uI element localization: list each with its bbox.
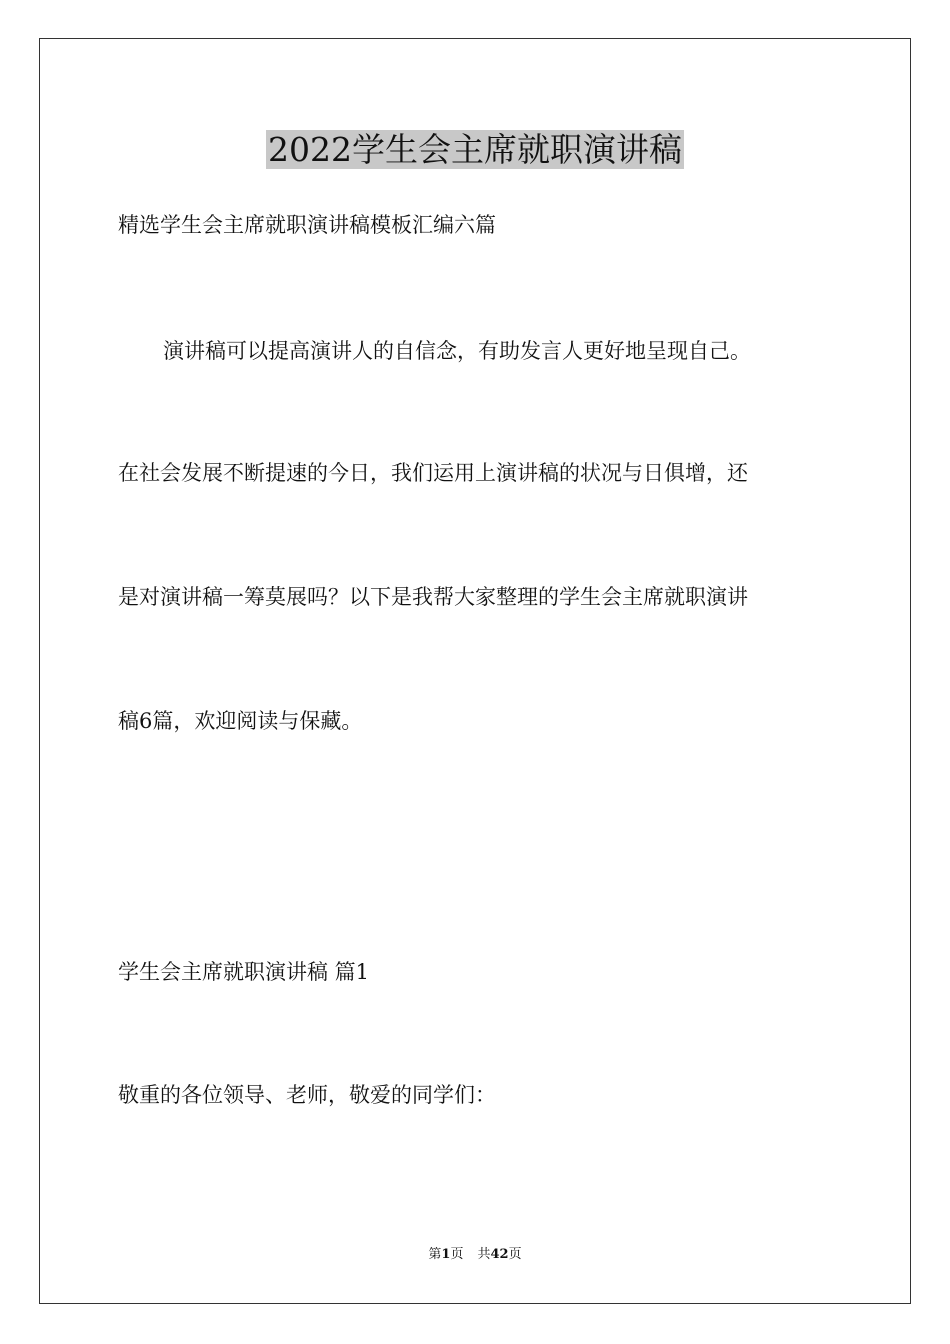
section-heading: 学生会主席就职演讲稿 篇1 bbox=[118, 960, 370, 984]
footer-page-prefix: 第 bbox=[428, 1247, 442, 1262]
footer-page-suffix: 页 bbox=[450, 1247, 464, 1262]
salutation: 敬重的各位领导、老师，敬爱的同学们： bbox=[118, 1083, 496, 1107]
footer-total-pages: 42 bbox=[490, 1247, 509, 1262]
paragraph-line-2: 在社会发展不断提速的今日，我们运用上演讲稿的状况与日俱增，还 bbox=[118, 461, 748, 485]
footer-page-number: 1 bbox=[441, 1247, 451, 1262]
footer-total-suffix: 页 bbox=[508, 1247, 522, 1262]
page-footer bbox=[0, 1246, 950, 1264]
paragraph-line-3: 是对演讲稿一筹莫展吗？以下是我帮大家整理的学生会主席就职演讲 bbox=[118, 585, 748, 609]
paragraph-line-4: 稿6篇，欢迎阅读与保藏。 bbox=[118, 709, 363, 733]
document-title bbox=[0, 128, 950, 172]
footer-total-prefix: 共 bbox=[477, 1247, 491, 1262]
document-subtitle: 精选学生会主席就职演讲稿模板汇编六篇 bbox=[118, 213, 496, 237]
document-title-text: 2022学生会主席就职演讲稿 bbox=[268, 130, 682, 169]
paragraph-line-1: 演讲稿可以提高演讲人的自信念，有助发言人更好地呈现自己。 bbox=[163, 339, 751, 363]
